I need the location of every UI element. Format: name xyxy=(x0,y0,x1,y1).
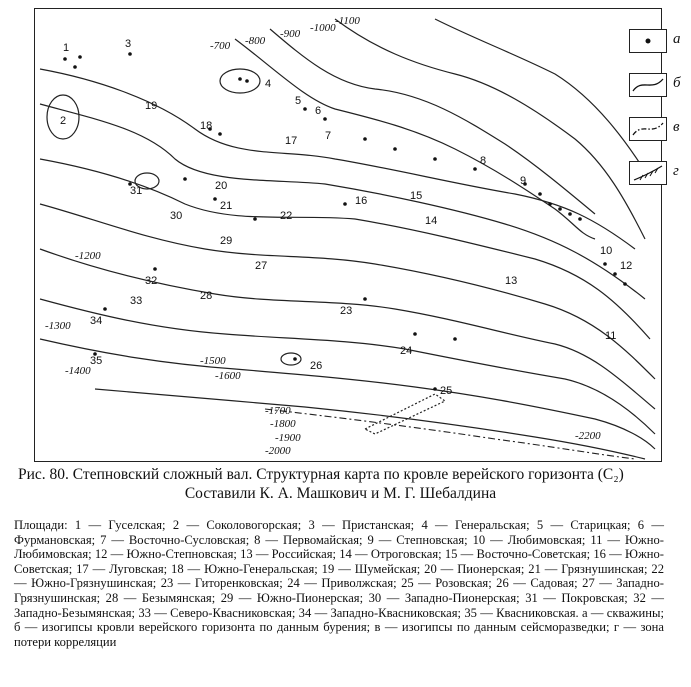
area-number-label: 19 xyxy=(145,100,158,112)
legend-item-correlation-loss xyxy=(629,157,691,201)
contour-label: -900 xyxy=(280,28,301,40)
contour-label: -1600 xyxy=(215,370,241,382)
area-number-label: 35 xyxy=(90,355,103,367)
area-number-label: 13 xyxy=(505,275,518,287)
isoline xyxy=(40,204,655,379)
correlation-loss-hatch-icon xyxy=(629,161,667,185)
contour-label: -1500 xyxy=(200,355,226,367)
area-number-label: 26 xyxy=(310,360,323,372)
legend-letter: г xyxy=(673,163,679,179)
area-number-label: 4 xyxy=(265,78,272,90)
area-number-label: 20 xyxy=(215,180,228,192)
area-number-label: 10 xyxy=(600,245,613,257)
contour-label: -1900 xyxy=(275,432,301,444)
contour-label: -1100 xyxy=(335,15,360,27)
area-number-label: 22 xyxy=(280,210,293,222)
contour-labels-group xyxy=(45,15,601,457)
area-number-label: 33 xyxy=(130,295,143,307)
area-number-label: 17 xyxy=(285,135,298,147)
structural-map xyxy=(34,8,681,462)
caption-title: Рис. 80. Степновский сложный вал. Структурная карта по кровле верейского горизонта (C₂) xyxy=(18,466,624,483)
figure-caption xyxy=(18,466,663,503)
legend-item-drilling-isolines xyxy=(629,69,691,113)
area-labels-group xyxy=(60,38,632,397)
area-number-label: 3 xyxy=(125,38,132,50)
contour-label: -1200 xyxy=(75,250,101,262)
area-number-label: 18 xyxy=(200,120,213,132)
area-number-label: 14 xyxy=(425,215,438,227)
isoline xyxy=(335,19,645,239)
area-number-label: 16 xyxy=(355,195,368,207)
isoline xyxy=(270,29,595,214)
area-number-label: 15 xyxy=(410,190,423,202)
areas-legend-text: Площади: 1 — Гуселская; 2 — Соколовогорская; 3 — Пристанская; 4 — Генеральская; 5 — Старицкая; 6 — Фурмановская; 7 — Восточно-Сусловская; 8 — Первомайская; 9 — Степновская; 10 — Любимовская; 11 — Южно-Любимовская; 12 — Южно-Степновская; 13 — Российская; 14 — Отроговская; 15 — Восточно-Советская; 16 — Южно-Советская; 17 — Луговская; 18 — Южно-Генеральская; 19 — Шумейская; 20 — Пионерская; 21 — Грязнушинская; 22 — Южно-Грязнушинская; 23 — Гитоpенковская; 24 — Приволжская; 25 — Розовская; 26 — Садовая; 27 — Западно-Грязнушинская; 28 — Безымянская; 29 — Южно-Пионерская; 30 — Западно-Пионерская; 31 — Покровская; 32 — Западно-Безымянская; 33 — Северо-Квасниковская; 34 — Западно-Квасниковская; 35 — Квасниковская. а — скважины; б — изогипсы кровли верейского горизонта по данным бурения; в — изогипсы по данным сейсморазведки; г — зона потери корреляции xyxy=(14,518,664,649)
legend-item-seismic-isolines xyxy=(629,113,691,157)
isoline-closed xyxy=(220,69,260,93)
area-number-label: 12 xyxy=(620,260,633,272)
contour-label: -700 xyxy=(210,40,231,52)
area-number-label: 31 xyxy=(130,185,143,197)
hatch-zone xyxy=(365,394,445,434)
contour-label: -800 xyxy=(245,35,266,47)
solid-isoline-icon xyxy=(629,73,667,97)
area-number-label: 25 xyxy=(440,385,453,397)
area-number-label: 29 xyxy=(220,235,233,247)
contour-label: -1400 xyxy=(65,365,91,377)
area-number-label: 32 xyxy=(145,275,158,287)
contour-label: -1800 xyxy=(270,418,296,430)
legend-letter: в xyxy=(673,119,680,135)
isoline xyxy=(40,249,655,409)
area-number-label: 6 xyxy=(315,105,322,117)
legend-letter: а xyxy=(673,31,681,47)
isolines-group xyxy=(40,19,655,459)
area-number-label: 2 xyxy=(60,115,67,127)
area-number-label: 11 xyxy=(605,330,617,342)
area-number-label: 5 xyxy=(295,95,302,107)
contour-label: -1000 xyxy=(310,22,336,34)
contour-label: -2000 xyxy=(265,445,291,457)
legend-letter: б xyxy=(673,75,681,91)
contour-label: -2200 xyxy=(575,430,601,442)
area-number-label: 24 xyxy=(400,345,413,357)
isoline xyxy=(40,69,635,249)
map-legend xyxy=(629,25,691,201)
area-number-label: 9 xyxy=(520,175,527,187)
contour-label: -1300 xyxy=(45,320,71,332)
caption-authors: Составили К. А. Машкович и М. Г. Шебалдина xyxy=(184,485,497,502)
area-number-label: 34 xyxy=(90,315,103,327)
isoline xyxy=(40,299,655,434)
area-number-label: 23 xyxy=(340,305,353,317)
area-number-label: 27 xyxy=(255,260,268,272)
area-number-label: 28 xyxy=(200,290,213,302)
map-canvas xyxy=(35,9,661,461)
well-dot-icon xyxy=(629,29,667,53)
area-number-label: 1 xyxy=(63,42,70,54)
area-number-label: 30 xyxy=(170,210,183,222)
area-number-label: 8 xyxy=(480,155,487,167)
contour-label: -1700 xyxy=(265,405,291,417)
dashdot-isoline-icon xyxy=(629,117,667,141)
isoline-closed xyxy=(281,353,301,365)
legend-item-wells xyxy=(629,25,691,69)
isoline xyxy=(95,389,645,459)
isoline xyxy=(40,339,655,449)
area-number-label: 21 xyxy=(220,200,233,212)
area-number-label: 7 xyxy=(325,130,332,142)
isoline xyxy=(40,104,645,299)
